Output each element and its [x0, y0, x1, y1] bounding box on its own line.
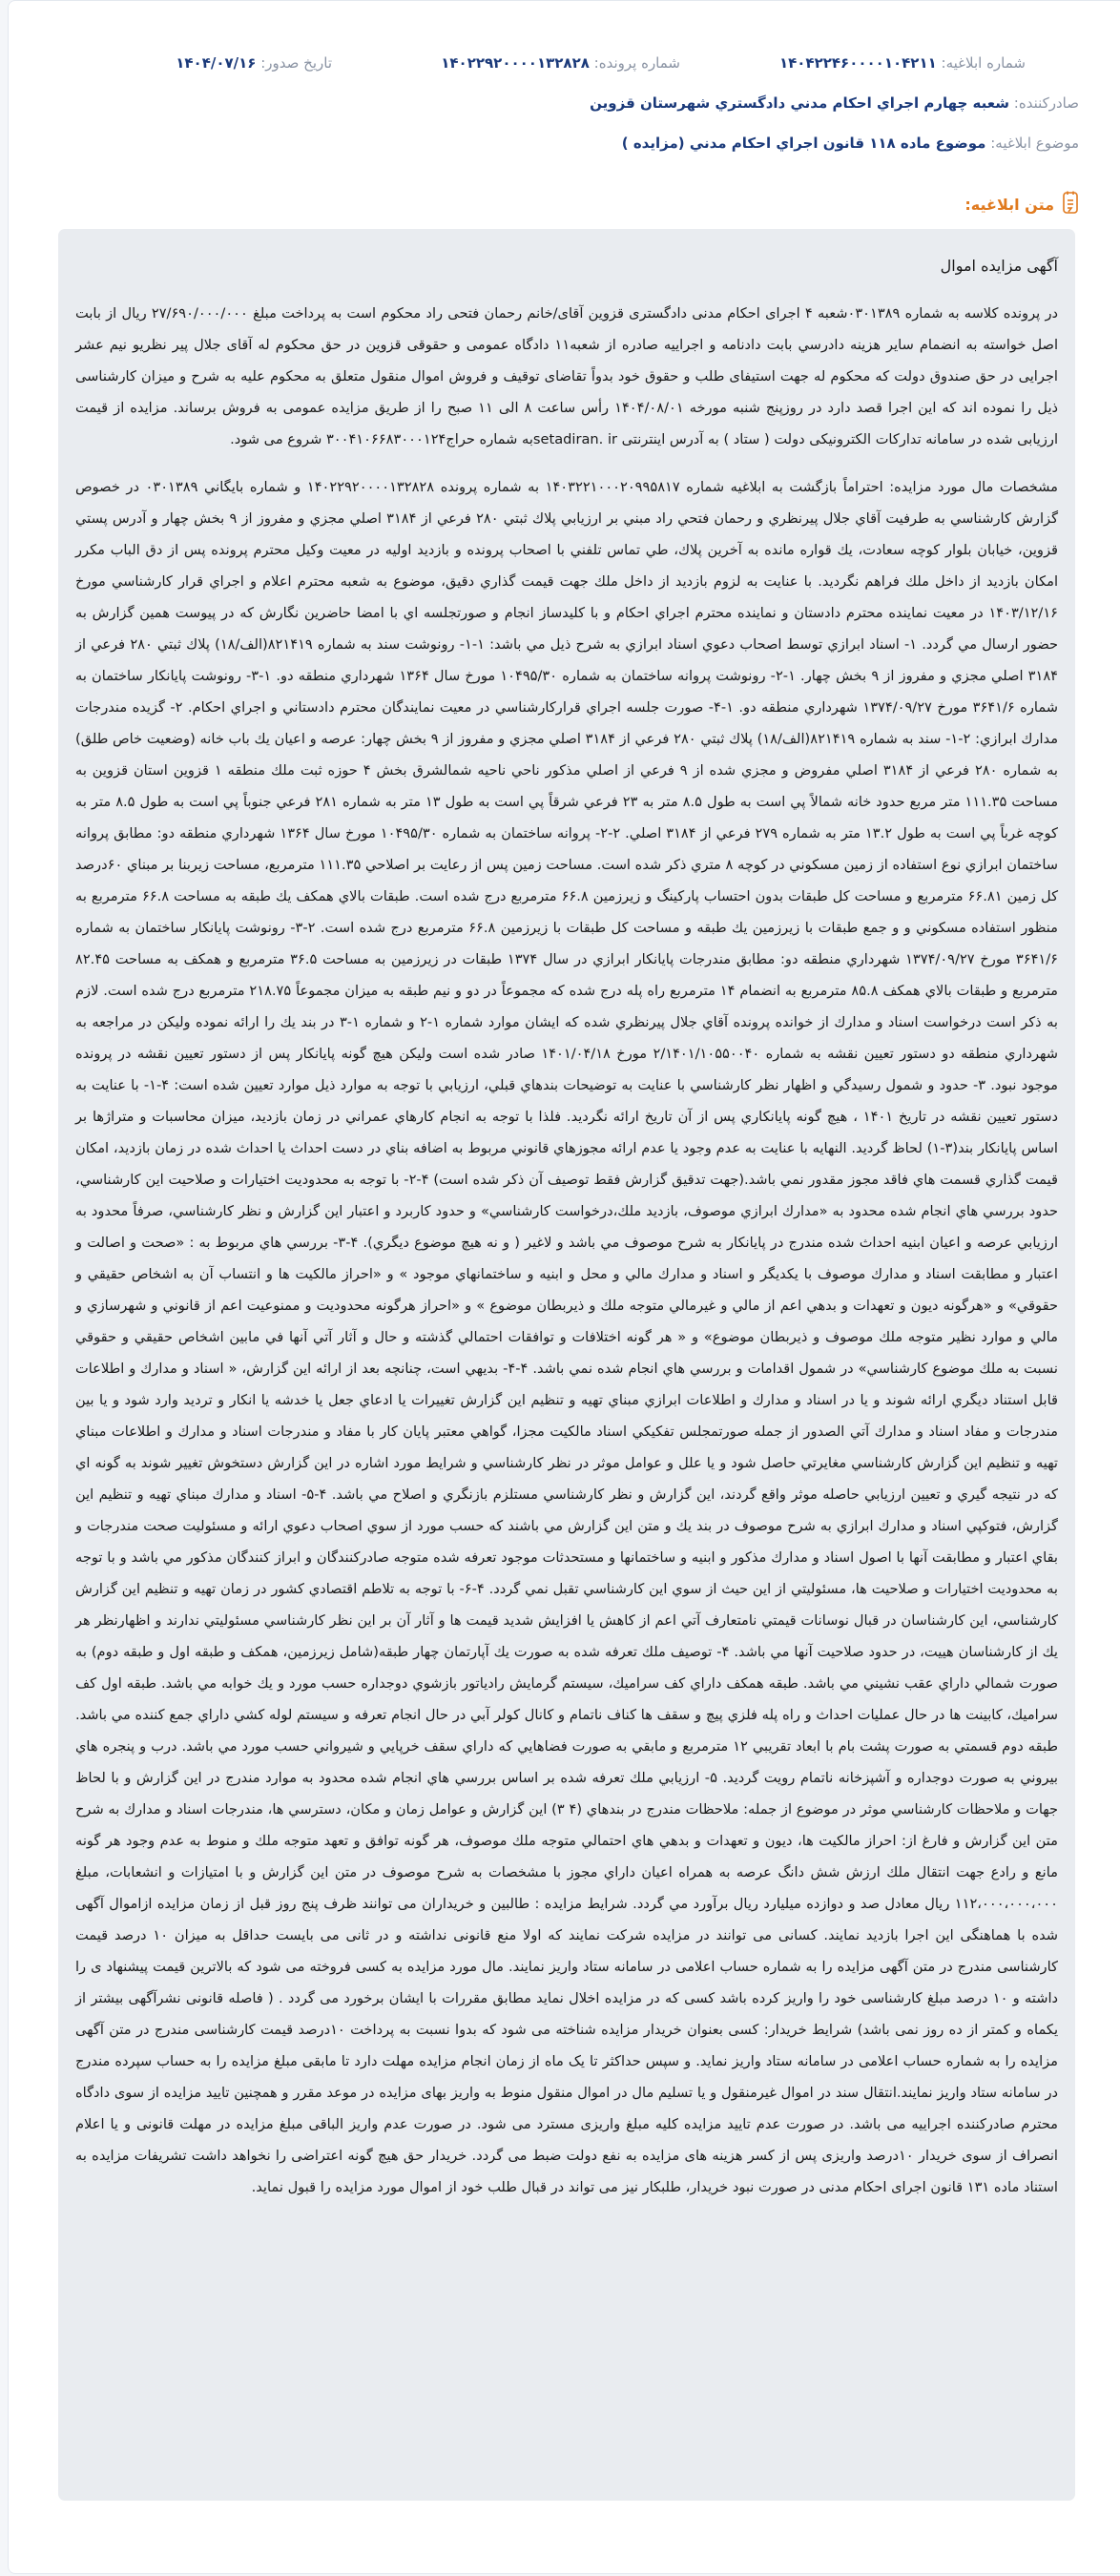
issuer-label: صادرکننده:	[1013, 94, 1079, 112]
issuer-value: شعبه چهارم اجراي احكام مدني دادگستري شهرستان قزوين	[590, 94, 1009, 112]
notice-text-title	[964, 190, 1079, 218]
issue-date-value: ۱۴۰۴/۰۷/۱۶	[176, 54, 257, 72]
notice-number-label: شماره ابلاغیه:	[941, 54, 1026, 72]
issue-date-field	[176, 54, 332, 72]
auction-paragraph-1: در پرونده کلاسه به شماره ۰۳۰۱۳۸۹شعبه ۴ اجرای احکام مدنی دادگستری قزوین آقای/خانم رحمان فتحی راد محکوم است به پرداخت مبلغ ۲۷/۶۹۰/۰۰۰/۰۰۰ ریال از بابت اصل خواسته به انضمام سایر هزینه دادرسي بابت دادنامه و اجراییه صادره از شعبه۱۱ دادگاه عمومی و حقوقی قزوین در حق محکوم له آقای جلال پیر نظریو نیم عشر اجرایی در حق صندوق دولت که محکوم له جهت استیفای طلب و حقوق خود بدواً تقاضای توقیف و فروش اموال منقول متعلق به محکوم علیه به شرح و میزان کارشناسی ذیل را نموده اند که این اجرا قصد دارد در روزپنج شنبه مورخه ۱۴۰۴/۰۸/۰۱ رأس ساعت ۸ الی ۱۱ صبح را از طریق مزایده عمومی به فروش برساند. مزایده از قیمت ارزیابی شده در سامانه تدارکات الکترونیکی دولت ( ستاد ) به آدرس اینترنتی setadiran. irبه شماره حراج۳۰۰۴۱۰۶۶۸۳۰۰۰۱۲۴ شروع می شود.	[75, 305, 1058, 447]
case-number-field	[441, 54, 680, 72]
notice-text-body	[58, 229, 1075, 2501]
notice-text-label: متن ابلاغیه:	[964, 195, 1054, 214]
auction-paragraph-2: مشخصات مال مورد مزایده: احتراماً بازگشت به ابلاغيه شماره ۱۴۰۳۲۲۱۰۰۰۲۰۹۹۵۸۱۷ به شماره پرونده ۱۴۰۲۲۹۲۰۰۰۰۱۳۲۸۲۸ و شماره بايگاني ۰۳۰۱۳۸۹ در خصوص گزارش كارشناسي به طرفيت آقاي جلال پيرنظري و رحمان فتحي راد مبني بر ارزيابي پلاك ثبتي ۲۸۰ فرعي از ۳۱۸۴ اصلي مجزي و مفروز از ۹ بخش چهار و آدرس پستي قزوين، خيابان بلوار كوچه سعادت، يك قواره مانده به آخرين پلاك، طي تماس تلفني با اصحاب پرونده و بازديد اوليه در معيت وكيل محترم پرونده پس از دق الباب مكرر امكان بازديد از داخل ملك فراهم نگرديد. با عنايت به لزوم بازديد از داخل ملك جهت قيمت گذاري دقيق، موضوع به شعبه محترم اعلام و اجراي قرار كارشناسي مورخ ۱۴۰۳/۱۲/۱۶ در معيت نماينده محترم دادستان و نماينده محترم اجراي احكام و با كليدساز انجام و صورتجلسه اي با امضا حاضرين نگارش كه در پيوست همين گزارش به حضور ارسال مي گردد. ۱- اسناد ابرازي توسط اصحاب دعوي اسناد ابرازي به شرح ذيل مي باشد: ۱-۱- رونوشت سند به شماره ۸۲۱۴۱۹(الف/۱۸) پلاك ثبتي ۲۸۰ فرعي از ۳۱۸۴ اصلي مجزي و مفروز از ۹ بخش چهار. ۱-۲- رونوشت پروانه ساختمان به شماره ۱۰۴۹۵/۳۰ مورخ سال ۱۳۶۴ شهرداري منطقه دو. ۱-۳- رونوشت پايانكار ساختمان به شماره ۳۶۴۱/۶ مورخ ۱۳۷۴/۰۹/۲۷ شهرداري منطقه دو. ۱-۴- صورت جلسه اجراي قراركارشناسي در معيت نمايندگان محترم دادستاني و اجراي احكام. ۲- گزيده مندرجات مدارك ابرازي: ۲-۱- سند به شماره ۸۲۱۴۱۹(الف/۱۸) پلاك ثبتي ۲۸۰ فرعي از ۳۱۸۴ اصلي مجزي و مفروز از ۹ بخش چهار: عرصه و اعيان يك باب خانه (وضعيت خاص طلق) به شماره ۲۸۰ فرعي از ۳۱۸۴ اصلي مفروض و مجزي شده از ۹ فرعي از اصلي مذكور ناحي ناحيه شمالشرق بخش ۴ حوزه ثبت ملك منطقه ۱ قزوين استان قزوين به مساحت ۱۱۱.۳۵ متر مربع حدود خانه شمالاً پي است به طول ۸.۵ متر به ۲۳ فرعي شرقاً پي است به طول ۱۳ متر به شماره ۲۸۱ فرعي جنوباً پي است به طول ۸.۵ متر به كوچه غرباً پي است به طول ۱۳.۲ متر به شماره ۲۷۹ فرعي از ۳۱۸۴ اصلي. ۲-۲- پروانه ساختمان به شماره ۱۰۴۹۵/۳۰ مورخ سال ۱۳۶۴ شهرداري منطقه دو: مطابق پروانه ساختمان ابرازي نوع استفاده از زمين مسكوني در كوچه ۸ متري ذكر شده است. مساحت زمين پس از رعايت بر اصلاحي ۱۱۱.۳۵ مترمربع، مساحت زيربنا بر مبناي ۶۰درصد كل زمين ۶۶.۸۱ مترمربع و مساحت كل طبقات بدون احتساب پاركينگ و زيرزمين ۶۶.۸ مترمربع درج شده است. طبقات بالاي همكف يك طبقه به مساحت ۶۶.۸ مترمربع به منظور استفاده مسكوني و و جمع طبقات با زيرزمين يك طبقه و مساحت كل طبقات با زيرزمين ۶۶.۸ مترمربع درج شده است. ۲-۳- رونوشت پايانكار ساختمان به شماره ۳۶۴۱/۶ مورخ ۱۳۷۴/۰۹/۲۷ شهرداري منطقه دو: مطابق مندرجات پايانكار ابرازي در سال ۱۳۷۴ طبقات در زيرزمين به مساحت ۳۶.۵ مترمربع و همكف به مساحت ۸۲.۴۵ مترمربع و طبقات بالاي همكف ۸۵.۸ مترمربع به انضمام ۱۴ مترمربع راه پله درج شده كه مجموعاً در دو و نيم طبقه به ميزان مجموعاً ۲۱۸.۷۵ مترمربع درج شده است. لازم به ذكر است درخواست اسناد و مدارك از خوانده پرونده آقاي جلال پيرنظري شده كه ايشان موارد شماره ۱-۲ و شماره ۱-۳ در بند يك را ارائه نموده وليكن در مراجعه به شهرداري منطقه دو دستور تعيين نقشه به شماره ۲/۱۴۰۱/۱۰۵۵۰۰۴۰ مورخ ۱۴۰۱/۰۴/۱۸ صادر شده است وليكن هيچ گونه پايانكار پس از دستور تعيين نقشه در پرونده موجود نبود. ۳- حدود و شمول رسيدگي و اظهار نظر كارشناسي با عنايت به توضيحات بندهاي قبلي، ارزيابي با توجه به موارد ذيل موارد تعيين شده است: ۴-۱- با عنايت به دستور تعيين نقشه در تاريخ ۱۴۰۱ ، هيچ گونه پايانكاري پس از آن تاريخ ارائه نگرديد. فلذا با توجه به انجام كارهاي عمراني در زمان بازديد، ميزان محاسبات و متراژها بر اساس پايانكار بند(۳-۱) لحاظ گرديد. النهايه با عنايت به عدم وجود يا عدم ارائه مجوزهاي قانوني مربوط به اضافه بناي در دست احداث يا احداث شده در زمان بازديد، امكان قيمت گذاري قسمت هاي فاقد مجوز مقدور نمي باشد.(جهت تدقيق گزارش فقط توصيف آن ذكر شده است) ۴-۲- با توجه به محدوديت اختيارات و صلاحيت اين كارشناسي، حدود بررسي هاي انجام شده محدود به «مدارك ابرازي موصوف، بازديد ملك،درخواست كارشناسي» و حدود كاربرد و اعتبار اين گزارش و نظر كارشناسي، صرفاً محدود به ارزيابي عرصه و اعيان ابنيه احداث شده مندرج در پايانكار به شرح موصوف مي باشد و لاغير ( و نه هيچ موضوع ديگري). ۴-۳- بررسي هاي مربوط به : «صحت و اصالت و اعتبار و مطابقت اسناد و مدارك موصوف با يكديگر و اسناد و مدارك مالي و محل و ابنيه و ساختمانهاي موجود » و «احراز مالكيت ها و انتساب آن به اشخاص حقيقي و حقوقي» و «هرگونه ديون و تعهدات و بدهي اعم از مالي و غيرمالي متوجه ملك و ذيربطان موضوع » و «احراز هرگونه محدوديت و ممنوعيت اعم از قانوني و شهرسازي و مالي و موارد نظير متوجه ملك موصوف و ذيربطان موضوع» و « هر گونه اختلافات و توافقات احتمالي گذشته و حال و آثار آتي آنها في مابين اشخاص حقيقي و حقوقي نسبت به ملك موضوع كارشناسي» در شمول اقدامات و بررسي هاي انجام شده نمي باشد. ۴-۴- بديهي است، چنانچه بعد از ارائه اين گزارش، « اسناد و مدارك و اطلاعات قابل استناد ديگري ارائه شوند و يا در اسناد و مدارك و اطلاعات ابرازي مبناي تهيه و تنظيم اين گزارش تغييرات يا ادعاي جعل يا خدشه يا انكار و ترديد وارد شود و يا بين مندرجات و مفاد اسناد و مدارك آتي الصدور از جمله صورتمجلس تفكيكي اسناد مالكيت مجزا، گواهي معتبر پايان كار با مفاد و مندرجات اسناد و مدارك و اطلاعات مبناي تهيه و تنظيم اين گزارش كارشناسي مغايرتي حاصل شود و يا علل و عوامل موثر در نظر كارشناسي و شرايط مورد اشاره در اين گزارش دستخوش تغيير شوند به گونه اي كه در نتيجه گيري و تعيين ارزيابي حاصله موثر واقع گردند، اين گزارش و نظر كارشناسي مستلزم بازنگري و اصلاح مي باشد. ۴-۵- اسناد و مدارك مبناي تهيه و تنظيم اين گزارش، فتوكپي اسناد و مدارك ابرازي به شرح موصوف در بند يك و متن اين گزارش مي باشند كه حسب مورد از سوي اصحاب دعوي ارائه و مسئوليت صحت مندرجات و بقاي اعتبار و مطابقت آنها با اصول اسناد و مدارك مذكور و ابنيه و ساختمانها و مستحدثات موجود تعرفه شده متوجه صادركنندگان و ابراز كنندگان مذكور مي باشد و با توجه به محدوديت اختيارات و صلاحيت ها، مسئوليتي از اين حيث از سوي اين كارشناسي تقبل نمي گردد. ۴-۶- با توجه به تلاطم اقتصادي كشور در زمان تهيه و تنظيم اين گزارش كارشناسي، اين كارشناسان در قبال نوسانات قيمتي نامتعارف آتي اعم از كاهش يا افزايش شديد قيمت ها و آثار آن بر اين نظر كارشناسي مسئوليتي ندارند و اظهارنظر هر يك از كارشناسان هييت، در حدود صلاحيت آنها مي باشد. ۴- توصيف ملك تعرفه شده به صورت يك آپارتمان چهار طبقه(شامل زيرزمين، همكف و طبقه اول و طبقه دوم) به صورت شمالي داراي عقب نشيني مي باشد. طبقه همكف داراي كف سراميك، سيستم گرمايش رادياتور بازشوي دوجداره حسب مورد و يك خوابه مي باشد. طبقه اول كف سراميك، كابينت ها در حال عمليات احداث و راه پله فلزي پيچ و سقف ها كناف ناتمام و كانال كولر آبي در حال انجام تعرفه و سيستم لوله كشي داراي جمع كننده مي باشد. طبقه دوم قسمتي به صورت پشت بام با ابعاد تقريبي ۱۲ مترمربع و مابقي به صورت فضاهايي كه داراي سقف خرپايي و شيرواني حسب مورد مي باشد. درب و پنجره هاي بيروني به صورت دوجداره و آشپزخانه ناتمام رويت گرديد. ۵- ارزيابي ملك تعرفه شده بر اساس بررسي هاي انجام شده محدود به موارد مندرج در اين گزارش و با لحاظ جهات و ملاحظات كارشناسي موثر در موضوع از جمله: ملاحظات مندرج در بندهاي (۴ ۳) اين گزارش و عوامل زمان و مكان، دسترسي ها، مندرجات اسناد و مدارك به شرح متن اين گزارش و فارغ از: احراز مالكيت ها، ديون و تعهدات و بدهي هاي احتمالي متوجه ملك موصوف، هر گونه توافق و تعهد متوجه ملك و منوط به عدم وجود هر گونه مانع و رادع جهت انتقال ملك ارزش شش دانگ عرصه به همراه اعيان داراي مجوز با مشخصات به شرح موصوف در متن اين گزارش و با امتيازات و انشعابات، مبلغ ۱۱۲،۰۰۰،۰۰۰،۰۰۰ ريال معادل صد و دوازده ميليارد ريال برآورد مي گردد. شرایط مزایده : طالبین و خریداران می توانند ظرف پنج روز قبل از زمان مزایده ازاموال آگهی شده با هماهنگی این اجرا بازدید نمایند. کسانی می توانند در مزایده شرکت نمایند که اولا منع قانونی نداشته و در ثانی می بایست حداقل به میزان ۱۰ درصد قیمت کارشناسی مندرج در متن آگهی مزایده را به شماره حساب اعلامی در سامانه ستاد واریز نمایند. مال مورد مزایده به کسی فروخته می شود که بالاترین قیمت پیشنهاد ی را داشته و ۱۰ درصد مبلغ کارشناسی خود را واریز کرده باشد کسی که در مزایده اخلال نماید مطابق مقررات با ایشان برخورد می گردد . ( فاصله قانونی نشرآگهی بیشتر از یکماه و کمتر از ده روز نمی باشد) شرایط خریدار: کسی بعنوان خریدار مزایده شناخته می شود که بدوا نسبت به پرداخت ۱۰درصد قیمت کارشناسی مندرج در متن آگهی مزایده را به شماره حساب اعلامی در سامانه ستاد واریز نماید. و سپس حداکثر تا یک ماه از زمان انجام مزایده مهلت دارد تا مابقی مبلغ مزایده را به حساب سپرده مندرج در سامانه ستاد واریز نمایند.انتقال سند در اموال غیرمنقول و یا تسلیم مال در اموال منقول منوط به واریز بهای مزایده در موعد مقرر و همچنین تایید مزایده از سوی دادگاه محترم صادرکننده اجراییه می باشد. در صورت عدم تایید مزایده کلیه مبلغ واریزی مسترد می شود. در صورت عدم واریز الباقی مبلغ مزایده در مهلت قانونی و یا اعلام انصراف از سوی خریدار ۱۰درصد واریزی پس از کسر هزینه های مزایده به نفع دولت ضبط می گردد. خریدار حق هیچ گونه اعتراضی را نخواهد داشت تشریفات مزایده به استناد ماده ۱۳۱ قانون اجرای احکام مدنی در صورت نبود خریدار، طلبکار نیز می تواند در قبال طلب خود از اموال مورد مزایده را قبول نماید.	[75, 479, 1059, 2195]
subject-field	[622, 135, 1079, 152]
subject-value: موضوع ماده ۱۱۸ قانون اجراي احكام مدني (مزايده )	[621, 135, 986, 152]
issue-date-label: تاریخ صدور:	[260, 54, 332, 72]
issuer-field	[590, 94, 1079, 112]
notice-number-field	[779, 54, 1026, 72]
case-number-value: ۱۴۰۲۲۹۲۰۰۰۰۱۳۲۸۲۸	[441, 54, 590, 72]
auction-heading: آگهی مزایده اموال	[940, 257, 1058, 275]
subject-label: موضوع ابلاغیه:	[990, 135, 1079, 152]
document-icon	[1062, 190, 1079, 218]
notice-number-value: ۱۴۰۴۲۲۴۶۰۰۰۰۱۰۴۲۱۱	[778, 54, 937, 72]
notice-card	[8, 0, 1120, 2574]
case-number-label: شماره پرونده:	[593, 54, 680, 72]
